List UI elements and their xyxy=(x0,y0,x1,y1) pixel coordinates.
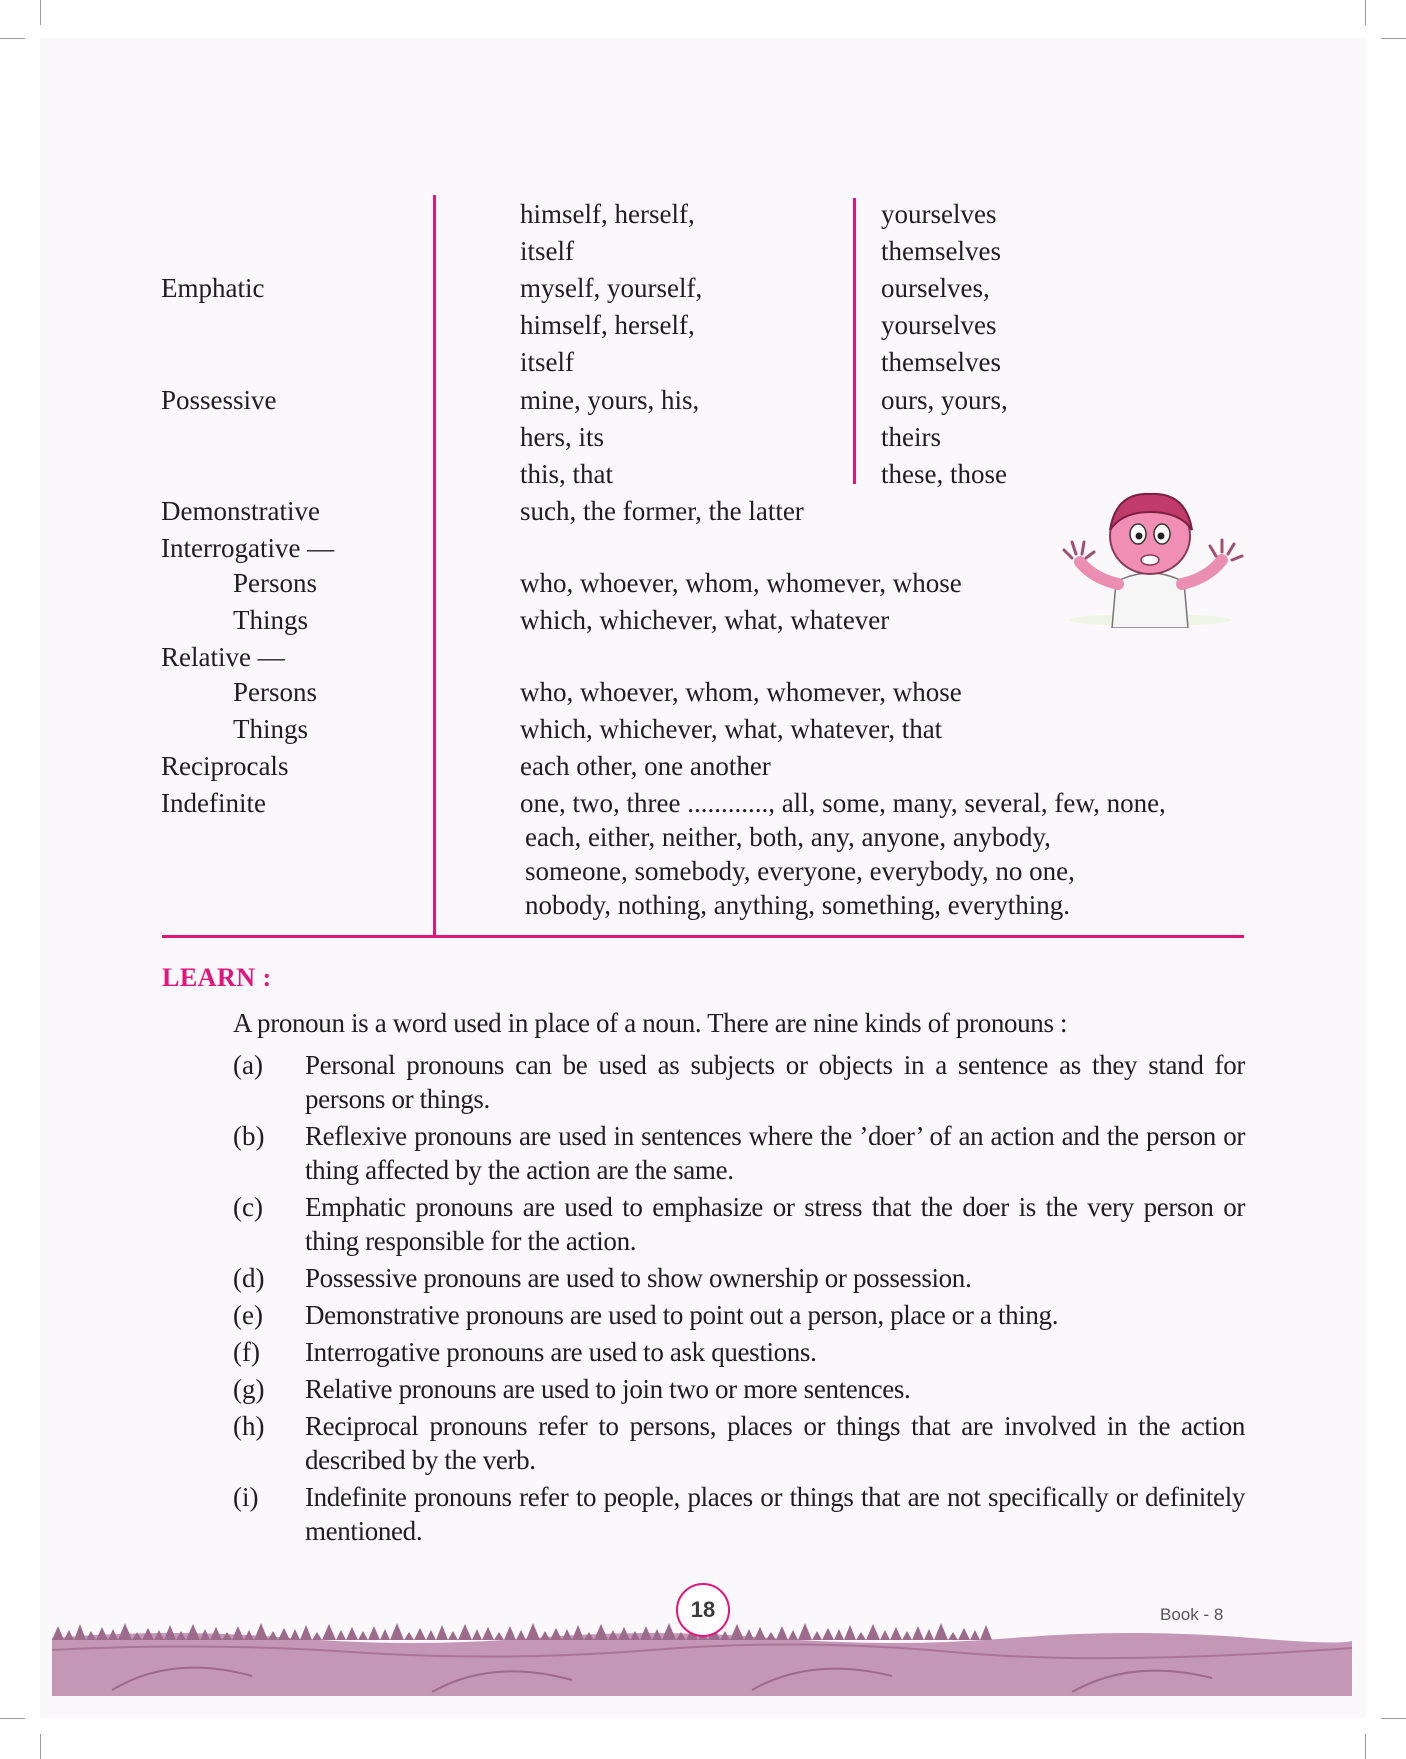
indefinite-examples-continued: someone, somebody, everyone, everybody, no one, xyxy=(525,856,1075,886)
item-label: (g) xyxy=(233,1374,265,1404)
item-label: (f) xyxy=(233,1337,260,1367)
pronoun-examples-plural: ours, yours, xyxy=(881,384,1008,415)
pronoun-kind-label: Demonstrative xyxy=(161,495,320,526)
item-text: Possessive pronouns are used to show ownership or possession. xyxy=(305,1263,972,1293)
item-text: Relative pronouns are used to join two or more sentences. xyxy=(305,1374,911,1404)
learn-heading: LEARN : xyxy=(162,963,272,992)
item-text: Reflexive pronouns are used in sentences where the ’doer’ of an action and the person or thing affected by the action are the same. xyxy=(305,1121,1245,1185)
pronoun-kind-label: Things xyxy=(233,714,309,745)
pronoun-examples-singular: this, that xyxy=(520,458,613,489)
pronoun-examples-singular: which, whichever, what, whatever xyxy=(520,605,890,635)
pronoun-examples-singular: himself, herself, xyxy=(520,199,695,229)
pronoun-examples-plural: yourselves xyxy=(881,199,997,229)
pronoun-kind-label: Interrogative — xyxy=(161,532,335,563)
pronoun-kind-label: Indefinite xyxy=(161,788,266,819)
pronoun-examples-plural: theirs xyxy=(881,421,941,452)
item-label: (d) xyxy=(233,1263,265,1293)
item-text: Emphatic pronouns are used to emphasize or stress that the doer is the very person or thing responsible for the action. xyxy=(305,1192,1245,1256)
pronoun-examples-singular: who, whoever, whom, whomever, whose xyxy=(520,567,962,598)
item-label: (h) xyxy=(233,1411,265,1441)
pronoun-kind-label: Relative — xyxy=(161,642,285,673)
book-label: Book - 8 xyxy=(1160,1605,1224,1624)
table-bottom-rule xyxy=(162,935,1244,938)
crop-mark xyxy=(1381,38,1406,39)
pronoun-kind-label: Things xyxy=(233,605,309,635)
crop-mark xyxy=(0,38,25,39)
pronoun-examples-singular: myself, yourself, xyxy=(520,273,703,304)
pronoun-kind-label: Persons xyxy=(233,567,318,598)
pronoun-examples-singular: itself xyxy=(520,236,574,267)
pronoun-examples-singular: which, whichever, what, whatever, that xyxy=(520,714,943,745)
crop-mark xyxy=(1365,1734,1366,1759)
indefinite-examples-continued: nobody, nothing, anything, something, everything. xyxy=(525,890,1070,920)
item-label: (a) xyxy=(233,1050,263,1080)
pronoun-kind-label: Reciprocals xyxy=(161,751,289,782)
pronoun-examples-singular: who, whoever, whom, whomever, whose xyxy=(520,677,962,708)
item-label: (c) xyxy=(233,1192,263,1222)
pronoun-examples-singular: one, two, three ............, all, some, many, several, few, none, xyxy=(520,788,1166,819)
pronoun-examples-singular: each other, one another xyxy=(520,751,771,782)
learn-intro: A pronoun is a word used in place of a noun. There are nine kinds of pronouns : xyxy=(233,1008,1068,1038)
item-text: Personal pronouns can be used as subjects or objects in a sentence as they stand for persons or things. xyxy=(305,1050,1245,1114)
table-inner-divider xyxy=(853,198,856,484)
pronoun-kind-label: Emphatic xyxy=(161,273,265,304)
pronoun-kind-label: Persons xyxy=(233,677,318,708)
pronoun-kind-label: Possessive xyxy=(161,384,277,415)
item-label: (e) xyxy=(233,1300,263,1330)
item-text: Reciprocal pronouns refer to persons, places or things that are involved in the action described by the verb. xyxy=(305,1411,1245,1475)
crop-mark xyxy=(40,0,41,25)
item-label: (b) xyxy=(233,1121,265,1151)
pronoun-examples-plural: themselves xyxy=(881,347,1001,378)
pronoun-examples-singular: himself, herself, xyxy=(520,310,695,341)
crop-mark xyxy=(1381,1718,1406,1719)
pronoun-examples-plural: ourselves, xyxy=(881,273,990,304)
page-number: 18 xyxy=(676,1583,730,1637)
indefinite-examples-continued: each, either, neither, both, any, anyone, anybody, xyxy=(525,822,1051,852)
crop-mark xyxy=(1365,0,1366,25)
item-text: Interrogative pronouns are used to ask questions. xyxy=(305,1337,817,1367)
cartoon-boy-illustration xyxy=(1058,478,1248,628)
item-text: Demonstrative pronouns are used to point out a person, place or a thing. xyxy=(305,1300,1059,1330)
table-column-divider xyxy=(433,195,436,938)
crop-mark xyxy=(0,1718,25,1719)
pronoun-examples-plural: themselves xyxy=(881,236,1001,267)
crop-mark xyxy=(40,1734,41,1759)
pronoun-examples-singular: itself xyxy=(520,347,574,378)
pronoun-examples-singular: such, the former, the latter xyxy=(520,495,804,526)
pronoun-examples-plural: yourselves xyxy=(881,310,997,341)
pronoun-examples-plural: these, those xyxy=(881,458,1007,489)
item-text: Indefinite pronouns refer to people, places or things that are not specifically or definitely mentioned. xyxy=(305,1482,1245,1546)
item-label: (i) xyxy=(233,1482,259,1512)
pronoun-examples-singular: mine, yours, his, xyxy=(520,384,700,415)
pronoun-examples-singular: hers, its xyxy=(520,421,604,452)
